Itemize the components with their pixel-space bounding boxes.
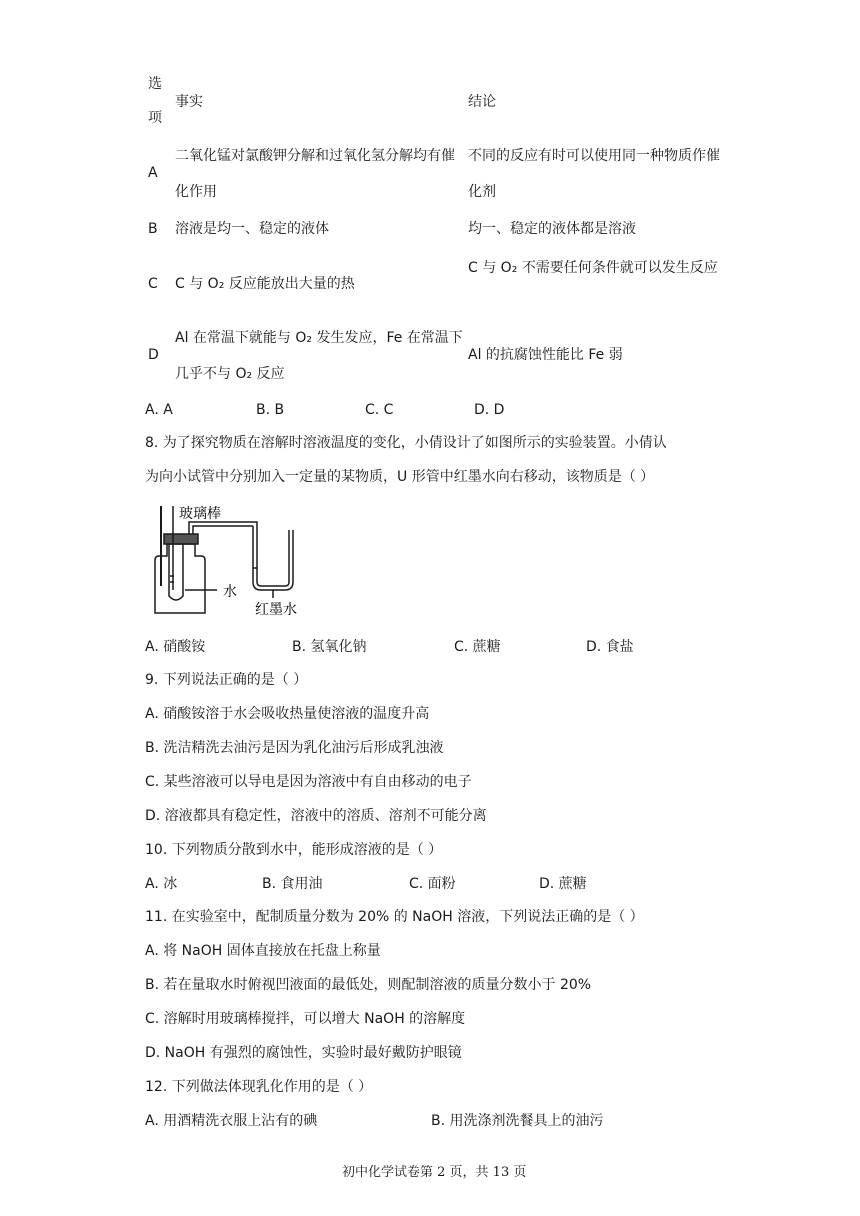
choice-a[interactable]: A. 硝酸铵溶于水会吸收热量使溶液的温度升高 xyxy=(145,706,430,722)
choice-a[interactable]: A. 硝酸铵 xyxy=(145,639,206,655)
row-fact: 二氧化锰对氯酸钾分解和过氧化氢分解均有催化作用 xyxy=(175,148,455,200)
q10-stem: 10. 下列物质分散到水中，能形成溶液的是（ ） xyxy=(145,842,443,858)
header-conclusion: 结论 xyxy=(468,94,496,110)
choice-c[interactable]: C. 某些溶液可以导电是因为溶液中有自由移动的电子 xyxy=(145,774,472,790)
q9-stem: 9. 下列说法正确的是（ ） xyxy=(145,672,308,688)
choice-d[interactable]: D. 食盐 xyxy=(586,639,634,655)
label-ink: 红墨水 xyxy=(255,602,297,618)
row-fact: Al 在常温下就能与 O₂ 发生发应，Fe 在常温下几乎不与 O₂ 反应 xyxy=(175,330,463,382)
choice-d[interactable]: D. NaOH 有强烈的腐蚀性，实验时最好戴防护眼镜 xyxy=(145,1045,462,1061)
choice-b[interactable]: B. B xyxy=(256,402,285,418)
choice-a[interactable]: A. A xyxy=(145,402,173,418)
row-conclusion: Al 的抗腐蚀性能比 Fe 弱 xyxy=(468,347,623,363)
choice-b[interactable]: B. 若在量取水时俯视凹液面的最低处，则配制溶液的质量分数小于 20% xyxy=(145,977,592,993)
label-rod: 玻璃棒 xyxy=(179,506,221,522)
label-water: 水 xyxy=(223,584,237,600)
choice-d[interactable]: D. 溶液都具有稳定性，溶液中的溶质、溶剂不可能分离 xyxy=(145,808,487,824)
choice-a[interactable]: A. 用酒精洗衣服上沾有的碘 xyxy=(145,1113,318,1129)
row-option: A xyxy=(148,165,158,181)
row-option: D xyxy=(148,347,159,363)
choice-b[interactable]: B. 氢氧化钠 xyxy=(292,639,367,655)
choice-b[interactable]: B. 洗洁精洗去油污是因为乳化油污后形成乳浊液 xyxy=(145,740,444,756)
row-option: B xyxy=(148,221,158,237)
choice-c[interactable]: C. C xyxy=(365,402,394,418)
row-conclusion: C 与 O₂ 不需要任何条件就可以发生反应 xyxy=(468,260,718,276)
row-option: C xyxy=(148,276,158,292)
choice-d[interactable]: D. D xyxy=(474,402,505,418)
q8-stem-line1: 8. 为了探究物质在溶解时溶液温度的变化，小倩设计了如图所示的实验装置。小倩认 xyxy=(145,435,667,451)
choice-d[interactable]: D. 蔗糖 xyxy=(539,876,587,892)
choice-b[interactable]: B. 食用油 xyxy=(262,876,323,892)
q11-stem: 11. 在实验室中，配制质量分数为 20% 的 NaOH 溶液，下列说法正确的是（ ） xyxy=(145,909,644,925)
q8-stem-line2: 为向小试管中分别加入一定量的某物质，U 形管中红墨水向右移动，该物质是（ ） xyxy=(145,469,655,485)
row-conclusion: 均一、稳定的液体都是溶液 xyxy=(468,221,636,237)
row-fact: 溶液是均一、稳定的液体 xyxy=(175,221,329,237)
header-option-line2: 项 xyxy=(148,110,162,126)
experiment-apparatus-figure xyxy=(145,498,345,620)
header-fact: 事实 xyxy=(175,94,203,110)
header-option-line1: 选 xyxy=(148,76,162,92)
choice-c[interactable]: C. 面粉 xyxy=(409,876,456,892)
choice-c[interactable]: C. 蔗糖 xyxy=(454,639,501,655)
row-conclusion: 不同的反应有时可以使用同一种物质作催化剂 xyxy=(468,148,720,200)
choice-a[interactable]: A. 冰 xyxy=(145,876,178,892)
choice-b[interactable]: B. 用洗涤剂洗餐具上的油污 xyxy=(431,1113,604,1129)
q12-stem: 12. 下列做法体现乳化作用的是（ ） xyxy=(145,1079,373,1095)
choice-c[interactable]: C. 溶解时用玻璃棒搅拌，可以增大 NaOH 的溶解度 xyxy=(145,1011,466,1027)
choice-a[interactable]: A. 将 NaOH 固体直接放在托盘上称量 xyxy=(145,943,381,959)
row-fact: C 与 O₂ 反应能放出大量的热 xyxy=(175,276,355,292)
page-footer: 初中化学试卷第 2 页，共 13 页 xyxy=(342,1165,527,1180)
